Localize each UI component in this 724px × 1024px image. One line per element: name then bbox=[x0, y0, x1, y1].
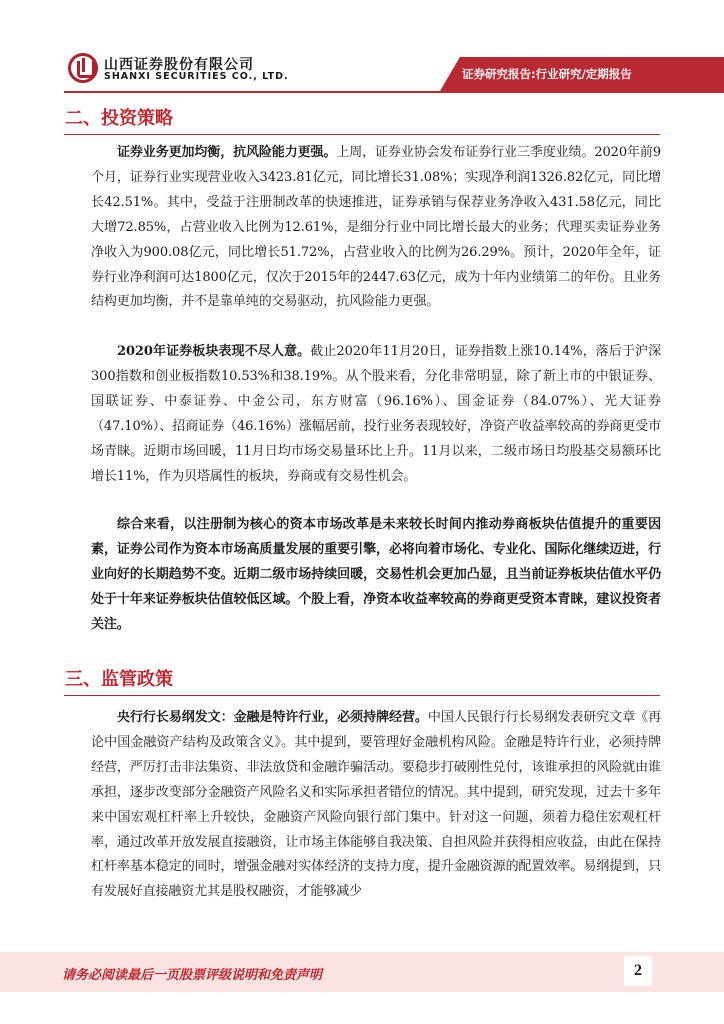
paragraph-business-balance bbox=[91, 141, 661, 315]
paragraph-conclusion: 综合来看，以注册制为核心的资本市场改革是未来较长时间内推动券商板块估值提升的重要因素，证券公司作为资本市场高质量发展的重要引擎，必将向着市场化、专业化、国际化继续迈进，行业向好的长期趋势不变。近期二级市场持续回暖，交易性机会更加凸显，且当前证券板块估值水平仍处于十年来证券板块估值较低区域。个股上看，净资本收益率较高的券商更受资本青睐，建议投资者关注。 bbox=[91, 517, 661, 632]
report-type-label: 证券研究报告:行业研究/定期报告 bbox=[462, 67, 632, 81]
paragraph-lead: 央行行长易纲发文：金融是特许行业，必须持牌经营。 bbox=[117, 710, 428, 725]
paragraph-body: 上周，证券业协会发布证券行业三季度业绩。2020年前9个月，证券行业实现营业收入3423.81亿元，同比增长31.08%；实现净利润1326.82亿元，同比增长42.51%。其中，受益于注册制改革的快速推进，证券承销与保荐业务净收入431.58亿元，同比大增72.85%，占营业收入比例为12.61%，是细分行业中同比增长最大的业务；代理买卖证券业务净收入为900.08亿元，同比增长51.72%，占营业收入的比例为26.29%。预计，2020年全年，证券行业净利润可达1800亿元，仅次于2015年的2447.63亿元，成为十年内业绩第二的年份。且业务结构更加均衡，并不是靠单纯的交易驱动，抗风险能力更强。 bbox=[91, 145, 662, 310]
paragraph-central-bank bbox=[91, 706, 661, 905]
paragraph-body: 截止2020年11月20日，证券指数上涨10.14%，落后于沪深300指数和创业板指数10.53%和38.19%。从个股来看，分化非常明显，除了新上市的中银证券、国联证券、中泰证券、中金公司，东方财富（96.16%）、国金证券（84.07%）、光大证券（47.10%）、招商证券（46.16%）涨幅居前，投行业务表现较好，净资产收益率较高的券商更受市场青睐。近期市场回暖，11月日均市场交易量环比上升。11月以来，二级市场日均股基交易额环比增长11%，作为贝塔属性的板块，券商或有交易性机会。 bbox=[91, 344, 661, 484]
paragraph-lead: 2020年证券板块表现不尽人意。 bbox=[117, 344, 311, 359]
section-divider bbox=[64, 134, 660, 135]
header-divider bbox=[64, 91, 724, 93]
page-header bbox=[0, 0, 724, 100]
company-name-cn: 山西证券股份有限公司 bbox=[104, 57, 254, 73]
paragraph-sector-performance bbox=[91, 340, 661, 489]
section-title-regulatory-policy: 三、监管政策 bbox=[65, 669, 173, 690]
paragraph-lead: 证券业务更加均衡，抗风险能力更强。 bbox=[117, 145, 337, 160]
paragraph-body: 中国人民银行行长易纲发表研究文章《再论中国金融资产结构及政策含义》。其中提到，要管理好金融机构风险。金融是特许行业，必须持牌经营，严厉打击非法集资、非法放贷和金融诈骗活动。要稳步打破刚性兑付，该谁承担的风险就由谁承担，逐步改变部分金融资产风险名义和实际承担者错位的情况。其中提到，研究发现，过去十多年来中国宏观杠杆率上升较快，金融资产风险向银行部门集中。针对这一问题，须着力稳住宏观杠杆率，通过改革开放发展直接融资，让市场主体能够自我决策、自担风险并获得相应收益，由此在保持杠杆率基本稳定的同时，增强金融对实体经济的支持力度，提升金融资源的配置效率。易纲提到，只有发展好直接融资尤其是股权融资，才能够减少 bbox=[91, 710, 661, 900]
disclaimer-notice: 请务必阅读最后一页股票评级说明和免责声明 bbox=[62, 968, 323, 983]
page-footer bbox=[0, 952, 724, 992]
company-logo-icon bbox=[68, 53, 98, 83]
section-divider bbox=[64, 695, 660, 696]
page-number: 2 bbox=[624, 956, 652, 986]
section-title-investment-strategy: 二、投资策略 bbox=[65, 108, 173, 129]
company-name-en: SHANXI SECURITIES CO., LTD. bbox=[104, 71, 289, 82]
